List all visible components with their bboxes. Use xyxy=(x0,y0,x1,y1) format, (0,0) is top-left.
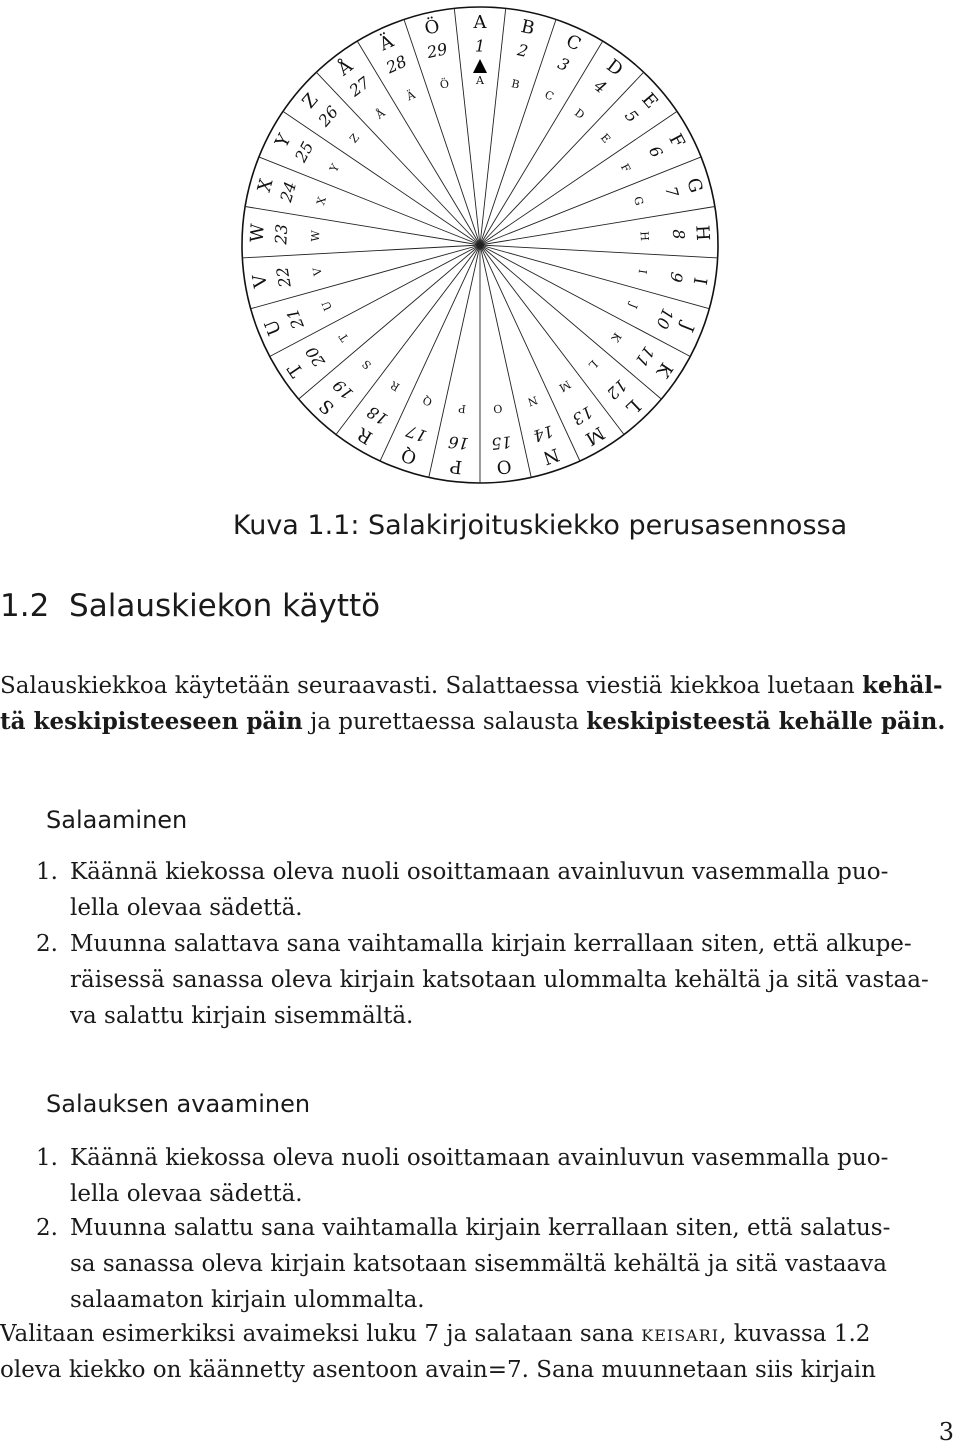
outer-letter: R xyxy=(354,423,377,449)
example-word: keisari xyxy=(641,1321,720,1347)
inner-letter: K xyxy=(608,330,624,345)
outer-letter: S xyxy=(315,394,339,419)
inner-letter: V xyxy=(310,266,325,277)
outer-letter: X xyxy=(253,176,278,195)
outer-letter: W xyxy=(246,223,269,243)
outer-letter: H xyxy=(691,224,714,242)
inner-letter: H xyxy=(637,230,652,242)
outer-letter: D xyxy=(602,55,627,81)
wheel-spoke xyxy=(336,245,480,435)
inner-letter: O xyxy=(492,401,503,416)
outer-number: 20 xyxy=(301,342,329,371)
wheel-spoke xyxy=(480,245,661,399)
outer-number: 12 xyxy=(602,375,631,404)
outer-number: 21 xyxy=(282,305,308,332)
inner-letter: N xyxy=(525,393,540,409)
section-title: Salauskiekon käyttö xyxy=(69,588,381,624)
outer-letter: T xyxy=(283,359,308,381)
wheel-spoke xyxy=(316,72,480,245)
encrypt-step-1: 1. Käännä kiekossa oleva nuoli osoittamaan avainluvun vasemmalla puo- lella olevaa sädettä. xyxy=(36,859,889,921)
outer-number: 3 xyxy=(554,53,573,76)
inner-letter: X xyxy=(314,195,329,207)
inner-letter: Q xyxy=(421,393,434,409)
example-paragraph: Valitaan esimerkiksi avaimeksi luku 7 ja salataan sana keisari, kuvassa 1.2 oleva kiekko on käännetty asentoon avain=7. Sana muunnetaan siis kirjain xyxy=(0,1321,876,1383)
page-number: 3 xyxy=(938,1418,954,1446)
outer-number: 15 xyxy=(490,432,513,454)
cipher-wheel xyxy=(0,0,960,500)
decrypt-heading: Salauksen avaaminen xyxy=(46,1090,311,1118)
wheel-spoke xyxy=(480,245,580,461)
inner-letter: Y xyxy=(327,161,343,175)
decrypt-step-2: 2. Muunna salattu sana vaihtamalla kirjain kerrallaan siten, että salatus- sa sanassa oleva kirjain katsotaan sisemmältä kehältä ja sitä vastaava salaamaton kirjain ulommalta. xyxy=(36,1215,891,1313)
outer-number: 7 xyxy=(661,184,683,200)
outer-number: 13 xyxy=(568,402,597,429)
wheel-spoke xyxy=(480,72,644,245)
outer-number: 18 xyxy=(363,402,392,429)
figure-caption: Kuva 1.1: Salakirjoituskiekko perusasennossa xyxy=(232,510,848,541)
outer-number: 10 xyxy=(652,305,678,332)
inner-letter: Å xyxy=(373,106,388,122)
outer-number: 2 xyxy=(515,40,530,61)
outer-number: 24 xyxy=(276,179,301,205)
inner-letter: B xyxy=(510,77,521,92)
outer-number: 25 xyxy=(291,138,318,166)
outer-letter: A xyxy=(473,12,487,33)
wheel-spoke xyxy=(480,245,690,357)
outer-letter: Y xyxy=(271,130,296,151)
outer-number: 11 xyxy=(631,342,659,371)
outer-number: 16 xyxy=(447,432,470,454)
wheel-spoke xyxy=(299,245,480,399)
inner-letter: W xyxy=(308,230,323,243)
outer-number: 1 xyxy=(474,36,486,56)
outer-number: 8 xyxy=(668,228,689,240)
outer-number: 26 xyxy=(314,102,343,131)
encrypt-heading: Salaaminen xyxy=(46,806,188,834)
inner-letter: Ö xyxy=(438,76,451,92)
outer-number: 22 xyxy=(272,265,295,289)
outer-letter: Z xyxy=(298,89,323,113)
inner-letter: Ä xyxy=(404,88,418,104)
inner-letter: L xyxy=(586,357,601,372)
outer-number: 19 xyxy=(329,375,358,404)
inner-letter: U xyxy=(319,299,335,313)
outer-number: 28 xyxy=(383,51,410,78)
encrypt-step-2: 2. Muunna salattava sana vaihtamalla kirjain kerrallaan siten, että alkupe- räisessä sanassa oleva kirjain katsotaan ulommalta kehältä ja sitä vastaa- va salattu kirjain sisemmältä. xyxy=(36,931,929,1029)
inner-letter: A xyxy=(476,74,484,87)
inner-letter: S xyxy=(359,357,375,372)
inner-letter: R xyxy=(388,378,403,394)
wheel-spoke xyxy=(380,245,480,461)
outer-letter: Ä xyxy=(376,30,397,56)
outer-number: 17 xyxy=(403,421,430,446)
outer-letter: L xyxy=(621,394,645,419)
inner-letter: M xyxy=(556,377,574,395)
inner-letter: P xyxy=(457,401,467,416)
outer-letter: E xyxy=(637,89,662,113)
inner-letter: T xyxy=(336,330,352,344)
inner-letter: J xyxy=(626,301,640,311)
wheel-spoke xyxy=(270,245,480,357)
outer-letter: Å xyxy=(333,55,357,81)
outer-number: 9 xyxy=(666,270,687,284)
inner-letter: C xyxy=(542,88,556,104)
inner-letter: Z xyxy=(347,131,363,146)
section-number: 1.2 xyxy=(0,588,50,624)
intro-paragraph: Salauskiekkoa käytetään seuraavasti. Salattaessa viestiä kiekkoa luetaan kehäl- tä keskipisteeseen päin ja purettaessa salausta keskipisteestä kehälle päin. xyxy=(0,672,946,735)
outer-number: 4 xyxy=(590,75,611,98)
inner-letter: E xyxy=(597,131,613,146)
outer-letter: K xyxy=(651,358,677,382)
outer-letter: O xyxy=(495,454,513,478)
outer-number: 29 xyxy=(425,39,450,63)
outer-letter: C xyxy=(562,30,585,56)
outer-letter: F xyxy=(664,130,689,152)
outer-number: 5 xyxy=(621,106,643,127)
outer-number: 23 xyxy=(271,223,292,245)
outer-letter: M xyxy=(581,421,609,450)
outer-number: 14 xyxy=(530,421,557,446)
outer-letter: N xyxy=(540,443,562,469)
outer-letter: U xyxy=(260,316,286,339)
inner-letter: F xyxy=(617,161,633,175)
outer-letter: G xyxy=(682,175,707,196)
inner-letter: I xyxy=(635,268,650,275)
outer-letter: Ö xyxy=(422,15,442,40)
wheel-spoke xyxy=(480,245,718,258)
pointer-arrow-icon xyxy=(473,59,487,73)
section-heading xyxy=(0,588,380,624)
outer-letter: B xyxy=(519,16,537,40)
wheel-spoke xyxy=(242,245,480,258)
inner-letter: D xyxy=(572,106,587,122)
outer-letter: Q xyxy=(398,443,420,469)
outer-letter: J xyxy=(675,320,698,335)
outer-letter: I xyxy=(688,275,711,287)
outer-number: 27 xyxy=(345,72,374,101)
cipher-wheel-figure xyxy=(0,0,960,500)
outer-number: 6 xyxy=(645,142,667,161)
decrypt-step-1: 1. Käännä kiekossa oleva nuoli osoittamaan avainluvun vasemmalla puo- lella olevaa sädettä. xyxy=(36,1145,889,1207)
outer-letter: V xyxy=(248,272,272,290)
inner-letter: G xyxy=(631,194,646,207)
outer-letter: P xyxy=(448,455,464,478)
